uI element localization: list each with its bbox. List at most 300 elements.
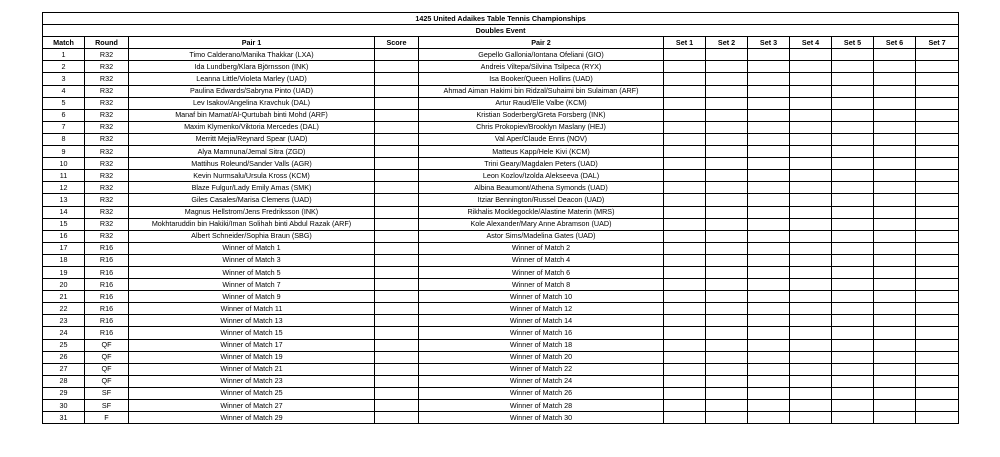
set-6-cell[interactable] — [874, 73, 916, 85]
score-cell[interactable] — [375, 97, 419, 109]
pair-2-cell[interactable]: Andreis Viltepa/Silvina Tsilpeca (RYX) — [419, 61, 664, 73]
set-1-cell[interactable] — [664, 279, 706, 291]
set-5-cell[interactable] — [832, 85, 874, 97]
set-3-cell[interactable] — [748, 73, 790, 85]
set-2-cell[interactable] — [706, 49, 748, 61]
set-7-cell[interactable] — [916, 73, 959, 85]
set-2-cell[interactable] — [706, 339, 748, 351]
set-3-cell[interactable] — [748, 327, 790, 339]
set-6-cell[interactable] — [874, 230, 916, 242]
header-set-2[interactable]: Set 2 — [706, 37, 748, 49]
pair-1-cell[interactable]: Winner of Match 5 — [129, 266, 375, 278]
set-5-cell[interactable] — [832, 363, 874, 375]
set-1-cell[interactable] — [664, 97, 706, 109]
score-cell[interactable] — [375, 254, 419, 266]
set-4-cell[interactable] — [790, 291, 832, 303]
set-2-cell[interactable] — [706, 109, 748, 121]
pair-2-cell[interactable]: Winner of Match 12 — [419, 303, 664, 315]
pair-1-cell[interactable]: Maxim Klymenko/Viktoria Mercedes (DAL) — [129, 121, 375, 133]
round-cell[interactable]: R16 — [85, 266, 129, 278]
round-cell[interactable]: R16 — [85, 279, 129, 291]
pair-1-cell[interactable]: Winner of Match 21 — [129, 363, 375, 375]
match-cell[interactable]: 18 — [43, 254, 85, 266]
round-cell[interactable]: R16 — [85, 303, 129, 315]
set-3-cell[interactable] — [748, 97, 790, 109]
round-cell[interactable]: R16 — [85, 254, 129, 266]
set-7-cell[interactable] — [916, 218, 959, 230]
set-5-cell[interactable] — [832, 400, 874, 412]
set-4-cell[interactable] — [790, 412, 832, 424]
pair-1-cell[interactable]: Magnus Hellstrom/Jens Fredriksson (INK) — [129, 206, 375, 218]
pair-1-cell[interactable]: Lev Isakov/Angelina Kravchuk (DAL) — [129, 97, 375, 109]
score-cell[interactable] — [375, 387, 419, 399]
score-cell[interactable] — [375, 279, 419, 291]
set-6-cell[interactable] — [874, 363, 916, 375]
pair-1-cell[interactable]: Winner of Match 27 — [129, 400, 375, 412]
round-cell[interactable]: R16 — [85, 242, 129, 254]
match-cell[interactable]: 26 — [43, 351, 85, 363]
round-cell[interactable]: R32 — [85, 206, 129, 218]
pair-1-cell[interactable]: Mattihus Roleund/Sander Valls (AGR) — [129, 158, 375, 170]
set-1-cell[interactable] — [664, 230, 706, 242]
match-cell[interactable]: 16 — [43, 230, 85, 242]
round-cell[interactable]: R32 — [85, 73, 129, 85]
set-3-cell[interactable] — [748, 242, 790, 254]
pair-2-cell[interactable]: Val Aper/Claude Enns (NOV) — [419, 133, 664, 145]
set-2-cell[interactable] — [706, 266, 748, 278]
round-cell[interactable]: QF — [85, 339, 129, 351]
set-2-cell[interactable] — [706, 61, 748, 73]
set-3-cell[interactable] — [748, 49, 790, 61]
set-7-cell[interactable] — [916, 387, 959, 399]
pair-1-cell[interactable]: Blaze Fulgur/Lady Emily Amas (SMK) — [129, 182, 375, 194]
set-5-cell[interactable] — [832, 97, 874, 109]
score-cell[interactable] — [375, 303, 419, 315]
set-3-cell[interactable] — [748, 158, 790, 170]
match-cell[interactable]: 12 — [43, 182, 85, 194]
set-1-cell[interactable] — [664, 133, 706, 145]
pair-2-cell[interactable]: Winner of Match 16 — [419, 327, 664, 339]
set-2-cell[interactable] — [706, 73, 748, 85]
set-3-cell[interactable] — [748, 412, 790, 424]
set-3-cell[interactable] — [748, 291, 790, 303]
score-cell[interactable] — [375, 242, 419, 254]
pair-1-cell[interactable]: Timo Calderano/Manika Thakkar (LXA) — [129, 49, 375, 61]
set-3-cell[interactable] — [748, 279, 790, 291]
score-cell[interactable] — [375, 363, 419, 375]
score-cell[interactable] — [375, 291, 419, 303]
header-score[interactable]: Score — [375, 37, 419, 49]
set-1-cell[interactable] — [664, 73, 706, 85]
set-7-cell[interactable] — [916, 61, 959, 73]
match-cell[interactable]: 5 — [43, 97, 85, 109]
set-3-cell[interactable] — [748, 206, 790, 218]
set-1-cell[interactable] — [664, 242, 706, 254]
score-cell[interactable] — [375, 85, 419, 97]
set-3-cell[interactable] — [748, 133, 790, 145]
pair-2-cell[interactable]: Kristian Soderberg/Greta Forsberg (INK) — [419, 109, 664, 121]
header-match[interactable]: Match — [43, 37, 85, 49]
score-cell[interactable] — [375, 327, 419, 339]
round-cell[interactable]: R32 — [85, 230, 129, 242]
set-1-cell[interactable] — [664, 375, 706, 387]
set-6-cell[interactable] — [874, 291, 916, 303]
set-1-cell[interactable] — [664, 170, 706, 182]
set-7-cell[interactable] — [916, 351, 959, 363]
match-cell[interactable]: 22 — [43, 303, 85, 315]
set-4-cell[interactable] — [790, 279, 832, 291]
pair-2-cell[interactable]: Ahmad Aiman Hakimi bin Ridzal/Suhaimi bin Sulaiman (ARF) — [419, 85, 664, 97]
pair-2-cell[interactable]: Winner of Match 22 — [419, 363, 664, 375]
set-4-cell[interactable] — [790, 85, 832, 97]
set-7-cell[interactable] — [916, 146, 959, 158]
pair-2-cell[interactable]: Chris Prokopiev/Brooklyn Maslany (HEJ) — [419, 121, 664, 133]
set-2-cell[interactable] — [706, 158, 748, 170]
set-1-cell[interactable] — [664, 339, 706, 351]
score-cell[interactable] — [375, 230, 419, 242]
pair-1-cell[interactable]: Winner of Match 15 — [129, 327, 375, 339]
score-cell[interactable] — [375, 61, 419, 73]
set-1-cell[interactable] — [664, 218, 706, 230]
score-cell[interactable] — [375, 158, 419, 170]
pair-1-cell[interactable]: Winner of Match 7 — [129, 279, 375, 291]
set-2-cell[interactable] — [706, 97, 748, 109]
pair-1-cell[interactable]: Winner of Match 25 — [129, 387, 375, 399]
set-1-cell[interactable] — [664, 121, 706, 133]
score-cell[interactable] — [375, 339, 419, 351]
set-1-cell[interactable] — [664, 254, 706, 266]
set-4-cell[interactable] — [790, 61, 832, 73]
pair-1-cell[interactable]: Alya Mamnuna/Jemal Sitra (ZGD) — [129, 146, 375, 158]
header-set-7[interactable]: Set 7 — [916, 37, 959, 49]
set-2-cell[interactable] — [706, 279, 748, 291]
set-5-cell[interactable] — [832, 170, 874, 182]
score-cell[interactable] — [375, 182, 419, 194]
set-7-cell[interactable] — [916, 170, 959, 182]
pair-1-cell[interactable]: Leanna Little/Violeta Marley (UAD) — [129, 73, 375, 85]
score-cell[interactable] — [375, 375, 419, 387]
pair-1-cell[interactable]: Winner of Match 23 — [129, 375, 375, 387]
set-6-cell[interactable] — [874, 85, 916, 97]
set-4-cell[interactable] — [790, 49, 832, 61]
set-6-cell[interactable] — [874, 375, 916, 387]
round-cell[interactable]: QF — [85, 363, 129, 375]
pair-2-cell[interactable]: Winner of Match 30 — [419, 412, 664, 424]
round-cell[interactable]: R32 — [85, 218, 129, 230]
set-2-cell[interactable] — [706, 85, 748, 97]
score-cell[interactable] — [375, 351, 419, 363]
set-6-cell[interactable] — [874, 109, 916, 121]
match-cell[interactable]: 6 — [43, 109, 85, 121]
pair-2-cell[interactable]: Winner of Match 28 — [419, 400, 664, 412]
match-cell[interactable]: 21 — [43, 291, 85, 303]
pair-2-cell[interactable]: Winner of Match 10 — [419, 291, 664, 303]
match-cell[interactable]: 28 — [43, 375, 85, 387]
match-cell[interactable]: 31 — [43, 412, 85, 424]
set-5-cell[interactable] — [832, 133, 874, 145]
set-2-cell[interactable] — [706, 133, 748, 145]
set-4-cell[interactable] — [790, 206, 832, 218]
set-1-cell[interactable] — [664, 412, 706, 424]
set-5-cell[interactable] — [832, 412, 874, 424]
pair-2-cell[interactable]: Winner of Match 4 — [419, 254, 664, 266]
pair-2-cell[interactable]: Artur Raud/Elle Valbe (KCM) — [419, 97, 664, 109]
set-5-cell[interactable] — [832, 315, 874, 327]
set-7-cell[interactable] — [916, 375, 959, 387]
round-cell[interactable]: R32 — [85, 85, 129, 97]
pair-2-cell[interactable]: Winner of Match 20 — [419, 351, 664, 363]
pair-1-cell[interactable]: Winner of Match 9 — [129, 291, 375, 303]
round-cell[interactable]: SF — [85, 387, 129, 399]
set-5-cell[interactable] — [832, 242, 874, 254]
match-cell[interactable]: 20 — [43, 279, 85, 291]
set-5-cell[interactable] — [832, 206, 874, 218]
sheet-title[interactable]: 1425 United Adaikes Table Tennis Championships — [43, 13, 959, 25]
pair-2-cell[interactable]: Itziar Bennington/Russel Deacon (UAD) — [419, 194, 664, 206]
set-4-cell[interactable] — [790, 218, 832, 230]
score-cell[interactable] — [375, 121, 419, 133]
match-cell[interactable]: 10 — [43, 158, 85, 170]
round-cell[interactable]: F — [85, 412, 129, 424]
set-3-cell[interactable] — [748, 61, 790, 73]
round-cell[interactable]: R16 — [85, 291, 129, 303]
set-2-cell[interactable] — [706, 315, 748, 327]
set-4-cell[interactable] — [790, 339, 832, 351]
pair-2-cell[interactable]: Astor Sims/Madelina Gates (UAD) — [419, 230, 664, 242]
set-1-cell[interactable] — [664, 387, 706, 399]
set-4-cell[interactable] — [790, 315, 832, 327]
match-cell[interactable]: 25 — [43, 339, 85, 351]
set-6-cell[interactable] — [874, 400, 916, 412]
set-4-cell[interactable] — [790, 375, 832, 387]
set-5-cell[interactable] — [832, 351, 874, 363]
pair-2-cell[interactable]: Winner of Match 6 — [419, 266, 664, 278]
pair-2-cell[interactable]: Gepello Gallonia/Iontana Ofeliani (GIO) — [419, 49, 664, 61]
set-6-cell[interactable] — [874, 242, 916, 254]
set-1-cell[interactable] — [664, 327, 706, 339]
set-5-cell[interactable] — [832, 49, 874, 61]
match-cell[interactable]: 8 — [43, 133, 85, 145]
pair-1-cell[interactable]: Paulina Edwards/Sabryna Pinto (UAD) — [129, 85, 375, 97]
set-6-cell[interactable] — [874, 133, 916, 145]
header-pair-2[interactable]: Pair 2 — [419, 37, 664, 49]
set-3-cell[interactable] — [748, 85, 790, 97]
set-2-cell[interactable] — [706, 303, 748, 315]
set-5-cell[interactable] — [832, 121, 874, 133]
set-6-cell[interactable] — [874, 303, 916, 315]
pair-1-cell[interactable]: Winner of Match 19 — [129, 351, 375, 363]
pair-2-cell[interactable]: Winner of Match 2 — [419, 242, 664, 254]
round-cell[interactable]: SF — [85, 400, 129, 412]
set-5-cell[interactable] — [832, 327, 874, 339]
set-4-cell[interactable] — [790, 266, 832, 278]
round-cell[interactable]: R32 — [85, 133, 129, 145]
match-cell[interactable]: 9 — [43, 146, 85, 158]
set-3-cell[interactable] — [748, 146, 790, 158]
set-3-cell[interactable] — [748, 339, 790, 351]
pair-1-cell[interactable]: Kevin Nurmsalu/Ursula Kross (KCM) — [129, 170, 375, 182]
set-5-cell[interactable] — [832, 158, 874, 170]
set-2-cell[interactable] — [706, 218, 748, 230]
set-2-cell[interactable] — [706, 121, 748, 133]
match-cell[interactable]: 19 — [43, 266, 85, 278]
match-cell[interactable]: 13 — [43, 194, 85, 206]
pair-2-cell[interactable]: Winner of Match 18 — [419, 339, 664, 351]
set-3-cell[interactable] — [748, 230, 790, 242]
set-4-cell[interactable] — [790, 351, 832, 363]
set-1-cell[interactable] — [664, 266, 706, 278]
round-cell[interactable]: R32 — [85, 109, 129, 121]
set-6-cell[interactable] — [874, 279, 916, 291]
header-set-5[interactable]: Set 5 — [832, 37, 874, 49]
set-7-cell[interactable] — [916, 109, 959, 121]
set-2-cell[interactable] — [706, 412, 748, 424]
match-cell[interactable]: 30 — [43, 400, 85, 412]
match-cell[interactable]: 11 — [43, 170, 85, 182]
set-4-cell[interactable] — [790, 170, 832, 182]
set-3-cell[interactable] — [748, 400, 790, 412]
set-5-cell[interactable] — [832, 291, 874, 303]
set-1-cell[interactable] — [664, 158, 706, 170]
set-6-cell[interactable] — [874, 351, 916, 363]
set-3-cell[interactable] — [748, 109, 790, 121]
pair-1-cell[interactable]: Ida Lundberg/Klara Björnsson (INK) — [129, 61, 375, 73]
set-6-cell[interactable] — [874, 266, 916, 278]
score-cell[interactable] — [375, 133, 419, 145]
pair-1-cell[interactable]: Winner of Match 1 — [129, 242, 375, 254]
set-5-cell[interactable] — [832, 146, 874, 158]
round-cell[interactable]: R32 — [85, 97, 129, 109]
set-4-cell[interactable] — [790, 73, 832, 85]
set-7-cell[interactable] — [916, 242, 959, 254]
score-cell[interactable] — [375, 170, 419, 182]
pair-2-cell[interactable]: Leon Kozlov/Izolda Alekseeva (DAL) — [419, 170, 664, 182]
match-cell[interactable]: 1 — [43, 49, 85, 61]
set-4-cell[interactable] — [790, 230, 832, 242]
set-5-cell[interactable] — [832, 182, 874, 194]
set-7-cell[interactable] — [916, 85, 959, 97]
score-cell[interactable] — [375, 400, 419, 412]
set-7-cell[interactable] — [916, 230, 959, 242]
set-7-cell[interactable] — [916, 412, 959, 424]
set-7-cell[interactable] — [916, 254, 959, 266]
set-4-cell[interactable] — [790, 182, 832, 194]
set-7-cell[interactable] — [916, 121, 959, 133]
set-2-cell[interactable] — [706, 242, 748, 254]
round-cell[interactable]: R32 — [85, 158, 129, 170]
set-7-cell[interactable] — [916, 49, 959, 61]
set-5-cell[interactable] — [832, 375, 874, 387]
round-cell[interactable]: R16 — [85, 327, 129, 339]
pair-2-cell[interactable]: Isa Booker/Queen Hollins (UAD) — [419, 73, 664, 85]
pair-2-cell[interactable]: Winner of Match 14 — [419, 315, 664, 327]
set-6-cell[interactable] — [874, 49, 916, 61]
pair-1-cell[interactable]: Winner of Match 13 — [129, 315, 375, 327]
set-7-cell[interactable] — [916, 363, 959, 375]
score-cell[interactable] — [375, 194, 419, 206]
set-7-cell[interactable] — [916, 279, 959, 291]
set-4-cell[interactable] — [790, 109, 832, 121]
match-cell[interactable]: 23 — [43, 315, 85, 327]
set-1-cell[interactable] — [664, 315, 706, 327]
round-cell[interactable]: R32 — [85, 146, 129, 158]
set-1-cell[interactable] — [664, 109, 706, 121]
set-4-cell[interactable] — [790, 327, 832, 339]
score-cell[interactable] — [375, 109, 419, 121]
set-2-cell[interactable] — [706, 291, 748, 303]
pair-1-cell[interactable]: Winner of Match 29 — [129, 412, 375, 424]
score-cell[interactable] — [375, 49, 419, 61]
pair-1-cell[interactable]: Winner of Match 17 — [129, 339, 375, 351]
set-1-cell[interactable] — [664, 61, 706, 73]
set-2-cell[interactable] — [706, 170, 748, 182]
pair-1-cell[interactable]: Winner of Match 11 — [129, 303, 375, 315]
set-2-cell[interactable] — [706, 206, 748, 218]
set-3-cell[interactable] — [748, 266, 790, 278]
event-subtitle[interactable]: Doubles Event — [43, 25, 959, 37]
set-4-cell[interactable] — [790, 400, 832, 412]
set-6-cell[interactable] — [874, 412, 916, 424]
set-7-cell[interactable] — [916, 182, 959, 194]
set-2-cell[interactable] — [706, 182, 748, 194]
set-2-cell[interactable] — [706, 254, 748, 266]
match-cell[interactable]: 27 — [43, 363, 85, 375]
set-7-cell[interactable] — [916, 339, 959, 351]
set-1-cell[interactable] — [664, 182, 706, 194]
set-4-cell[interactable] — [790, 242, 832, 254]
score-cell[interactable] — [375, 266, 419, 278]
set-3-cell[interactable] — [748, 254, 790, 266]
header-set-4[interactable]: Set 4 — [790, 37, 832, 49]
set-5-cell[interactable] — [832, 266, 874, 278]
set-1-cell[interactable] — [664, 351, 706, 363]
match-cell[interactable]: 7 — [43, 121, 85, 133]
set-2-cell[interactable] — [706, 327, 748, 339]
score-cell[interactable] — [375, 412, 419, 424]
round-cell[interactable]: QF — [85, 351, 129, 363]
set-6-cell[interactable] — [874, 339, 916, 351]
set-5-cell[interactable] — [832, 303, 874, 315]
set-4-cell[interactable] — [790, 387, 832, 399]
pair-1-cell[interactable]: Giles Casales/Marisa Clemens (UAD) — [129, 194, 375, 206]
set-2-cell[interactable] — [706, 387, 748, 399]
pair-1-cell[interactable]: Mokhtaruddin bin Hakiki/Iman Solihah binti Abdul Razak (ARF) — [129, 218, 375, 230]
set-4-cell[interactable] — [790, 133, 832, 145]
round-cell[interactable]: R32 — [85, 49, 129, 61]
set-6-cell[interactable] — [874, 146, 916, 158]
pair-2-cell[interactable]: Rikhalis Mocklegockle/Alastine Materin (MRS) — [419, 206, 664, 218]
set-4-cell[interactable] — [790, 363, 832, 375]
set-5-cell[interactable] — [832, 73, 874, 85]
score-cell[interactable] — [375, 206, 419, 218]
pair-2-cell[interactable]: Matteus Kapp/Hele Kivi (KCM) — [419, 146, 664, 158]
set-7-cell[interactable] — [916, 158, 959, 170]
set-7-cell[interactable] — [916, 400, 959, 412]
set-7-cell[interactable] — [916, 303, 959, 315]
set-4-cell[interactable] — [790, 146, 832, 158]
set-6-cell[interactable] — [874, 182, 916, 194]
set-6-cell[interactable] — [874, 315, 916, 327]
set-3-cell[interactable] — [748, 351, 790, 363]
header-pair-1[interactable]: Pair 1 — [129, 37, 375, 49]
set-5-cell[interactable] — [832, 339, 874, 351]
set-3-cell[interactable] — [748, 315, 790, 327]
round-cell[interactable]: R32 — [85, 182, 129, 194]
set-2-cell[interactable] — [706, 363, 748, 375]
round-cell[interactable]: R32 — [85, 121, 129, 133]
set-1-cell[interactable] — [664, 49, 706, 61]
set-3-cell[interactable] — [748, 218, 790, 230]
